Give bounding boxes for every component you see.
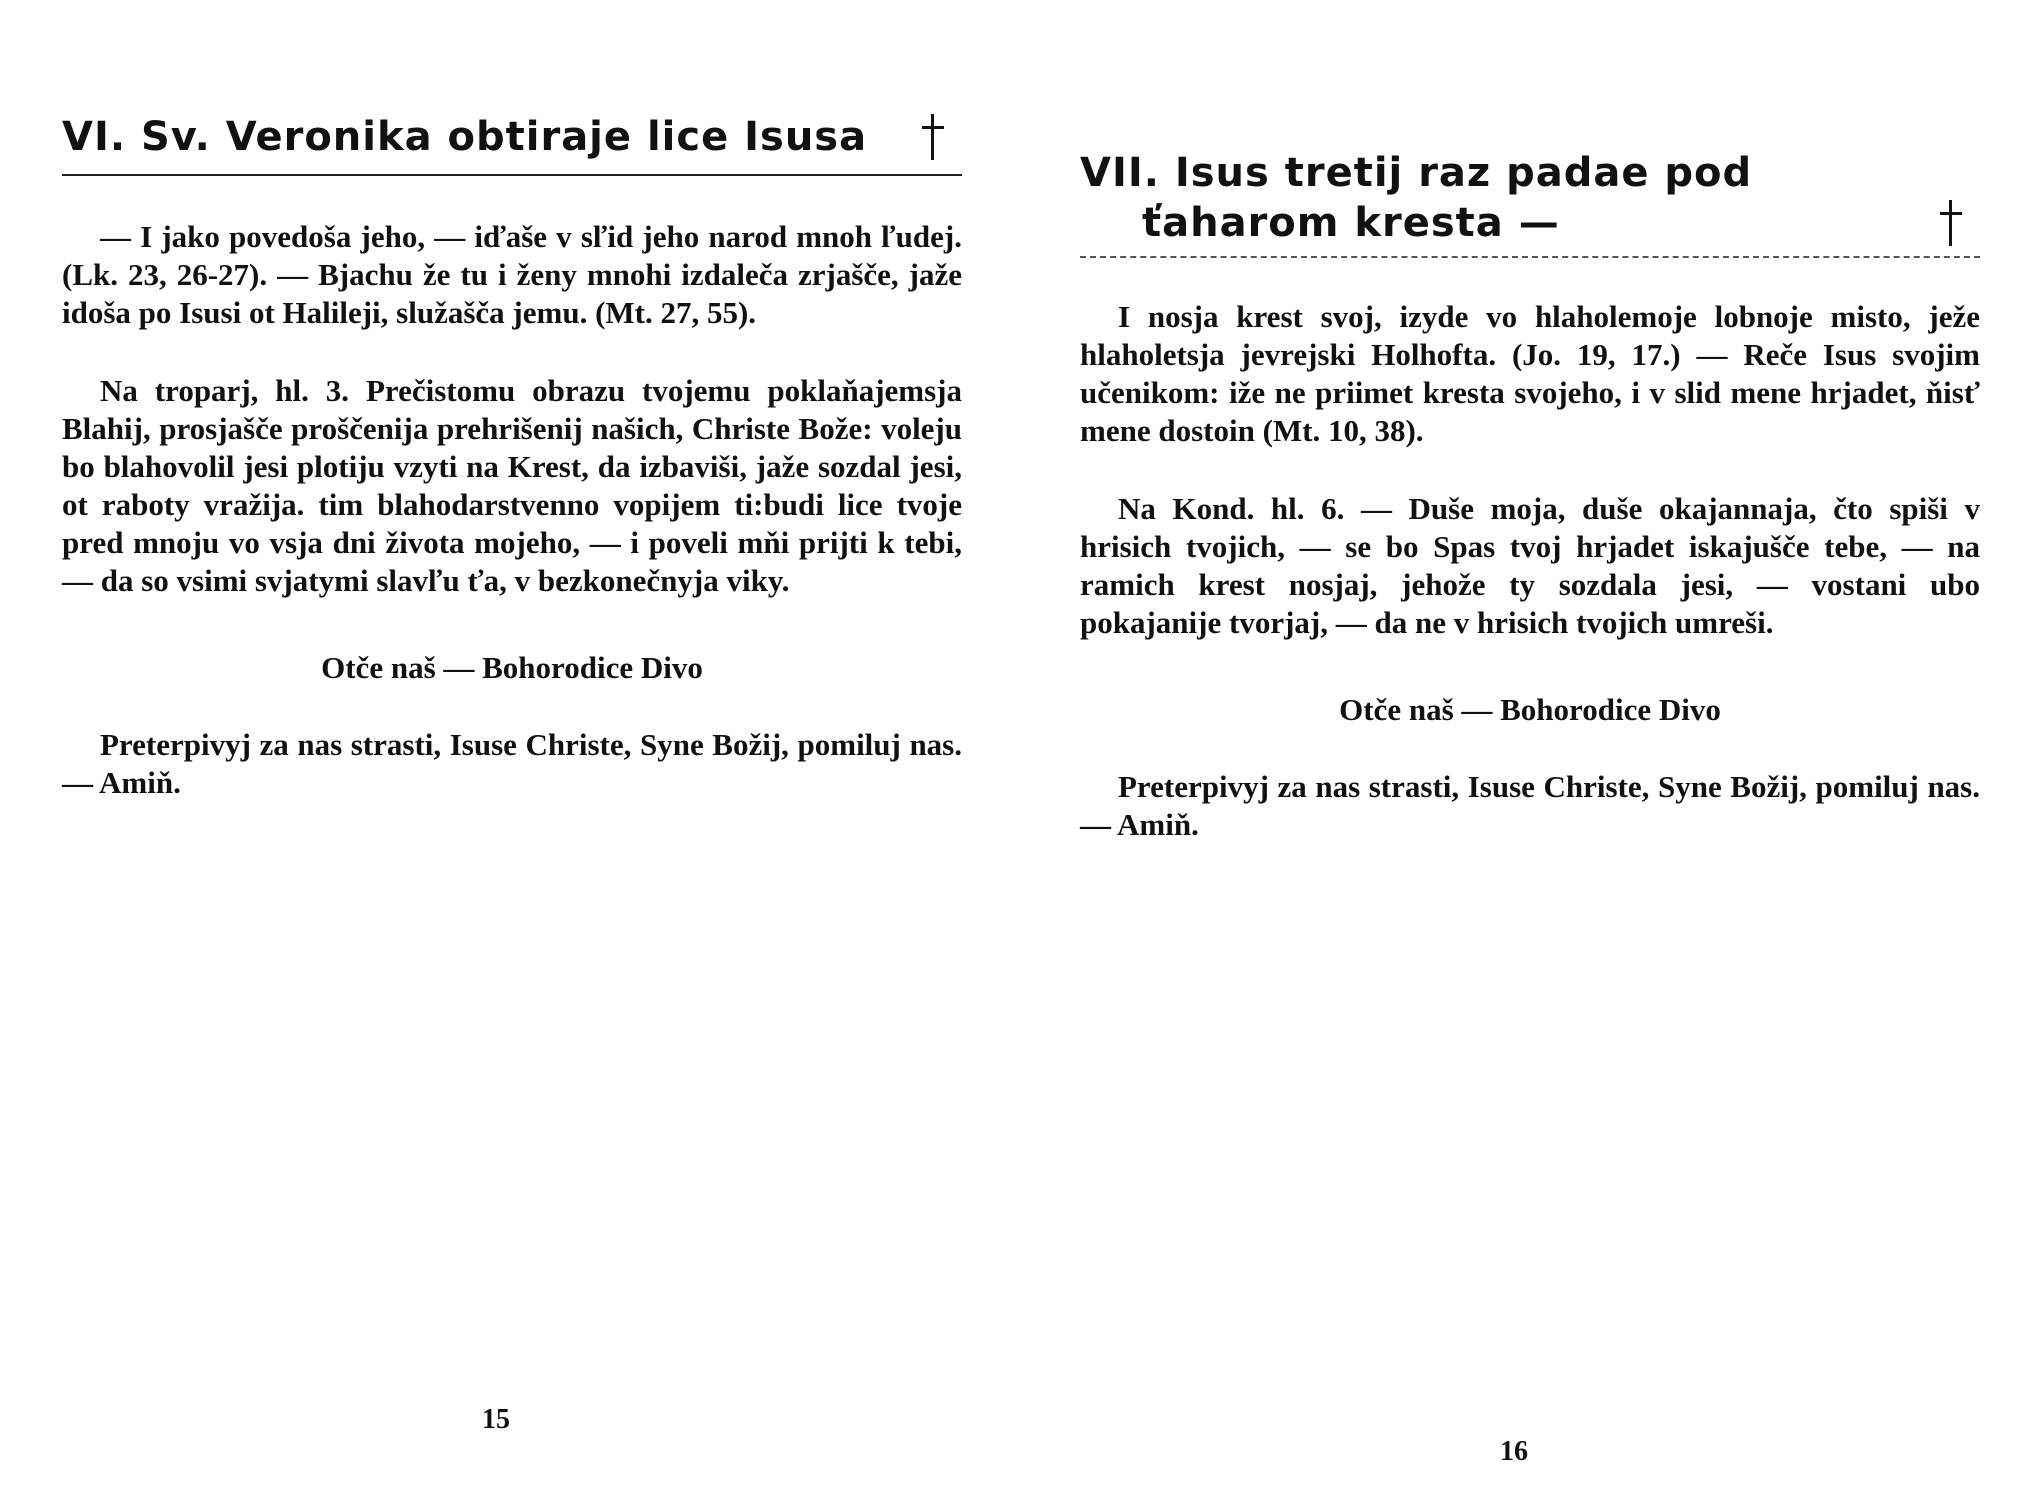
kondak-paragraph (1080, 490, 1980, 642)
troparion-label: Na troparj, hl. 3. (100, 373, 350, 408)
heading-rule (62, 174, 962, 176)
left-page (62, 0, 962, 1435)
station-7-title-line2: ťaharom kresta — (1142, 200, 1560, 246)
heading-rule (1080, 256, 1980, 258)
station-6-heading (62, 112, 962, 162)
station-7-intro: I nosja krest svoj, izyde vo hlaholemoje lobnoje misto, ježe hlaholetsja jevrejski Holhofta. (Jo. 19, 17.) — Reče Isus svojim učenikom: iže ne priimet kresta svojeho, i v slid mene hrjadet, ňisť mene dostoin (Mt. 10, 38). (1080, 299, 1980, 448)
station-6-title: VI. Sv. Veronika obtiraje lice Isusa (62, 114, 868, 160)
station-7-heading (1080, 148, 1980, 248)
page-number: 15 (482, 1404, 510, 1435)
closing-prayer: Preterpivyj za nas strasti, Isuse Christe, Syne Božij, pomiluj nas. — Amiň. (1080, 769, 1980, 842)
station-7-title-line1: VII. Isus tretij raz padae pod (1080, 150, 1753, 196)
kondak-text: — Duše moja, duše okajannaja, čto spiši v hrisich tvojich, — se bo Spas tvoj hrjadet iskajušče tebe, — na ramich krest nosjaj, jehože ty sozdala jesi, — vostani ubo pokajanije tvorjaj, — da ne v hrisich tvojich umreši. (1080, 491, 1981, 640)
troparion-paragraph (62, 372, 962, 600)
kondak-label: Na Kond. hl. 6. (1118, 491, 1345, 526)
page-number: 16 (1500, 1436, 1528, 1467)
right-page (1080, 0, 1981, 1467)
prayer-line: Otče naš — Bohorodice Divo (321, 650, 703, 685)
closing-prayer: Preterpivyj za nas strasti, Isuse Christe, Syne Božij, pomiluj nas. — Amiň. (62, 727, 962, 800)
troparion-text: Prečistomu obrazu tvojemu poklaňajemsja Blahij, prosjašče proščenija prehrišenij našich, Christe Bože: voleju bo blahovolil jesi plotiju vzyti na Krest, da izbaviši, jaže sozdal jesi, ot raboty vražija. tim blahodarstvenno vopijem ti:budi lice tvoje pred mnoju vo vsja dni života mojeho, — i poveli mňi prijti k tebi, — da so vsimi svjatymi slavľu ťa, v bezkonečnyja viky. (62, 373, 962, 598)
station-6-intro: — I jako povedoša jeho, — iďaše v sľid jeho narod mnoh ľudej. (Lk. 23, 26-27). — Bjachu že tu i ženy mnohi izdalеča zrjašče, jaže idoša po Isusi ot Halileji, služašča jemu. (Mt. 27, 55). (62, 219, 962, 330)
prayer-line: Otče naš — Bohorodice Divo (1339, 692, 1721, 727)
cross-icon (1940, 200, 1962, 246)
cross-icon (922, 114, 944, 160)
